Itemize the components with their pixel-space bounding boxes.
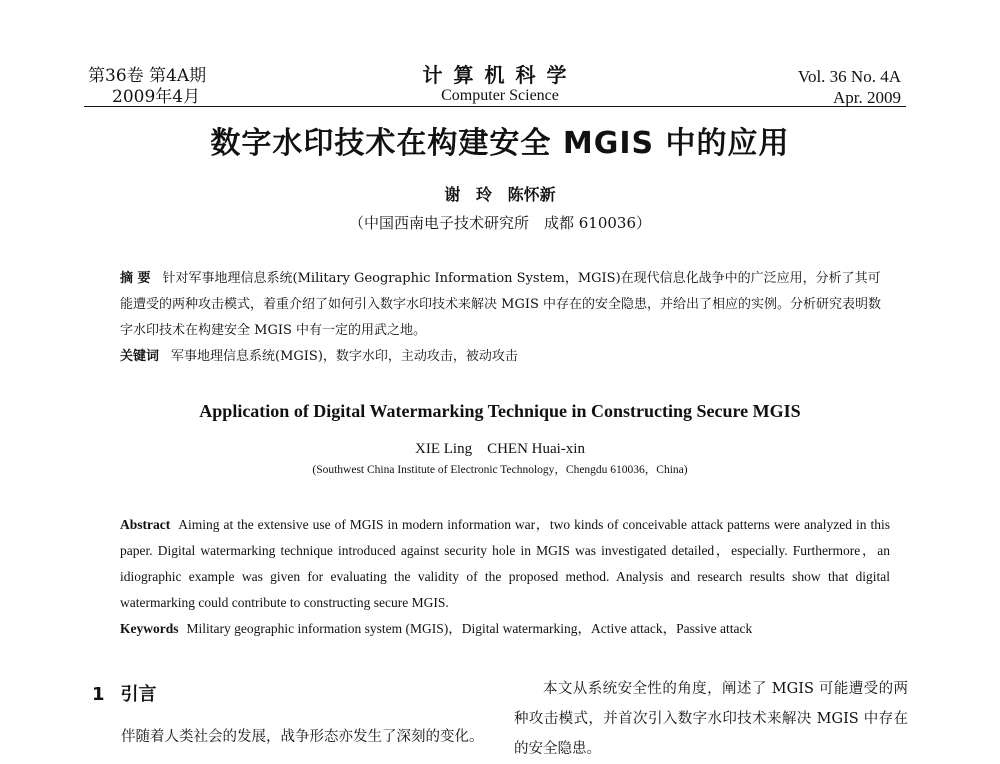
abstract-cn-text: 针对军事地理信息系统(Military Geographic Information System，MGIS)在现代信息化战争中的广泛应用，分析了其可能遭受的两种攻击模式，着重介绍了如何引入数字水印技术来解决 MGIS 中存在的安全隐患，并给出了相应的实例。分析研究表明数字水印技术在构建安全 MGIS 中有一定的用武之地。 [120, 271, 882, 338]
authors-cn: 谢 玲 陈怀新 [444, 185, 556, 204]
section-heading [92, 680, 157, 706]
header-rule [84, 106, 906, 107]
volume-issue-en: Vol. 36 No. 4A [797, 67, 901, 86]
journal-name-en: Computer Science [441, 87, 559, 104]
authors-en: XIE Ling CHEN Huai-xin [415, 441, 585, 457]
paper-title-en: Application of Digital Watermarking Technique in Constructing Secure MGIS [199, 401, 801, 421]
affiliation-en: (Southwest China Institute of Electronic Technology，Chengdu 610036，China) [312, 464, 688, 476]
abstract-en [120, 512, 890, 616]
keywords-en-text: Military geographic information system (MGIS)，Digital watermarking，Active attack，Passive attack [186, 621, 753, 636]
section-number: 1 [92, 684, 105, 705]
running-header-right [798, 66, 901, 108]
abstract-cn-label: 摘 要 [120, 271, 151, 286]
publication-date-en: Apr. 2009 [833, 88, 901, 107]
journal-name-cn: 计算机科学 [422, 63, 578, 87]
volume-issue: 第36卷 第4A期 [88, 66, 207, 86]
section-title: 引言 [120, 684, 157, 705]
keywords-cn [120, 344, 890, 370]
body-paragraph-left: 伴随着人类社会的发展，战争形态亦发生了深刻的变化。 [121, 729, 484, 745]
abstract-en-label: Abstract [120, 517, 171, 532]
keywords-en-label: Keywords [120, 621, 179, 636]
paper-title-cn: 数字水印技术在构建安全 MGIS 中的应用 [210, 126, 790, 161]
publication-date-cn: 2009年4月 [112, 87, 201, 107]
running-header-left [88, 66, 206, 108]
keywords-en [120, 616, 890, 642]
body-paragraph-right: 本文从系统安全性的角度，阐述了 MGIS 可能遭受的两种攻击模式，并首次引入数字水印技术来解决 MGIS 中存在的安全隐患。 [514, 681, 908, 757]
keywords-cn-text: 军事地理信息系统(MGIS)，数字水印，主动攻击，被动攻击 [171, 349, 518, 364]
abstract-en-text: Aiming at the extensive use of MGIS in modern information war，two kinds of conceivable attack patterns were analyzed in this paper. Digital watermarking technique introduced against security hole in MGIS was investigated detailed，especially. Furthermore，an idiographic example was given for evaluating the validity of the proposed method. Analysis and research results show that digital watermarking could contribute to constructing secure MGIS. [120, 517, 890, 610]
keywords-cn-label: 关键词 [120, 349, 160, 364]
affiliation-cn: （中国西南电子技术研究所 成都 610036） [348, 214, 652, 232]
abstract-cn [120, 266, 890, 344]
running-header-center [380, 64, 620, 106]
